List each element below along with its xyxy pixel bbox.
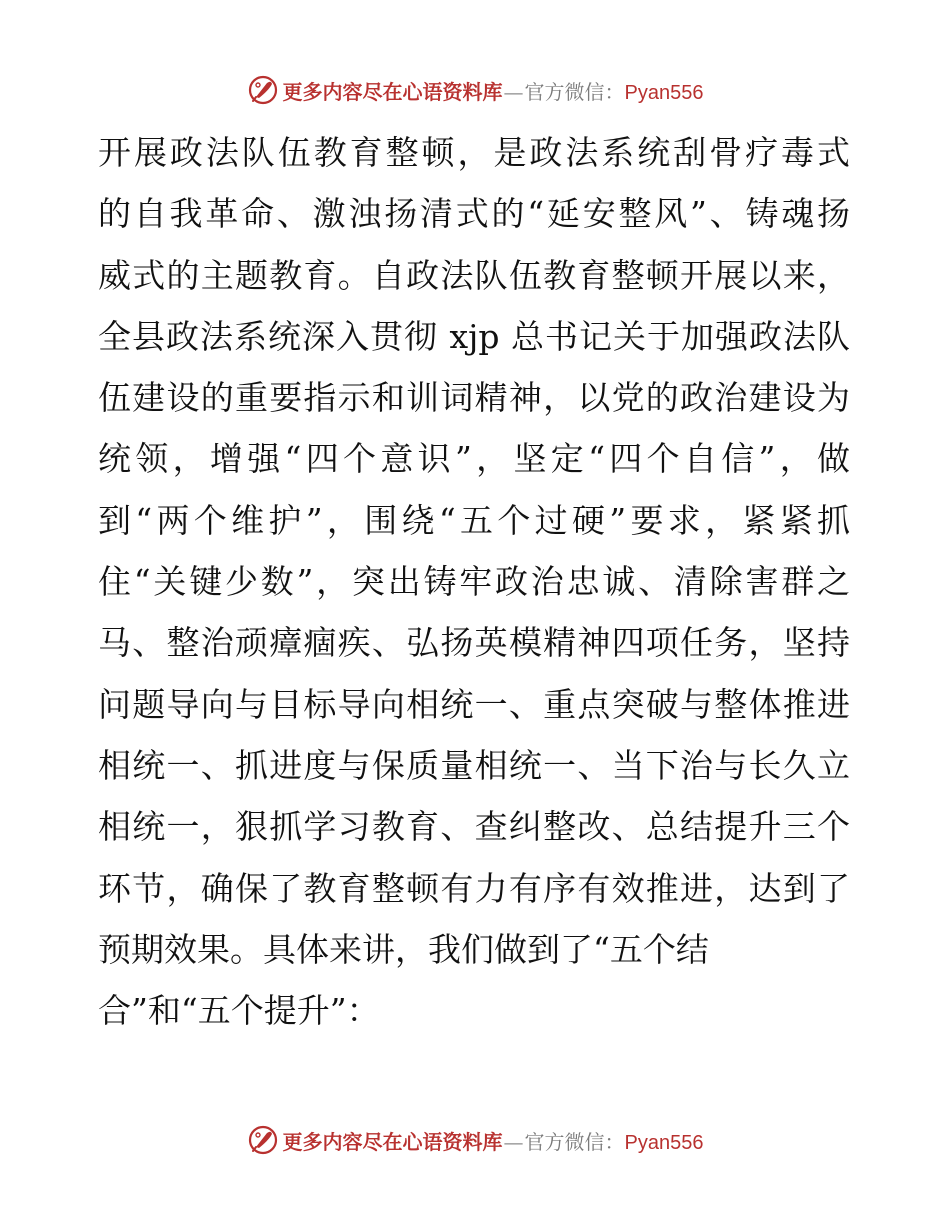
body-line: 到“两个维护”，围绕“五个过硬”要求，紧紧抓: [98, 500, 850, 540]
body-line: 合”和“五个提升”：: [98, 991, 380, 1031]
document-body: [98, 122, 850, 1041]
body-line: 相统一、抓进度与保质量相统一、当下治与长久立: [98, 745, 850, 785]
footer-watermark: [0, 1120, 950, 1160]
watermark-account-id: Pyan556: [624, 1131, 704, 1154]
body-line: 全县政法系统深入贯彻 xjp 总书记关于加强政法队: [98, 316, 850, 356]
body-line: 环节，确保了教育整顿有力有序有效推进，达到了: [98, 868, 850, 908]
watermark-text: [283, 1126, 704, 1155]
body-line: 住“关键少数”，突出铸牢政治忠诚、清除害群之: [98, 562, 850, 602]
watermark-dash: —: [503, 79, 524, 104]
body-line: 问题导向与目标导向相统一、重点突破与整体推进: [98, 684, 850, 724]
body-line: 威式的主题教育。自政法队伍教育整顿开展以来，: [98, 255, 850, 295]
body-line: 相统一，狠抓学习教育、查纠整改、总结提升三个: [98, 807, 850, 847]
watermark-text: [283, 76, 704, 105]
watermark-library-text: 更多内容尽在心语资料库: [282, 79, 503, 104]
quill-pen-logo-icon: [247, 74, 279, 106]
quill-pen-logo-icon: [247, 1124, 279, 1156]
body-line: 马、整治顽瘴痼疾、弘扬英模精神四项任务，坚持: [98, 623, 850, 663]
body-line: 开展政法队伍教育整顿，是政法系统刮骨疗毒式: [98, 133, 850, 172]
watermark-dash: —: [503, 1129, 524, 1154]
watermark-official-label: 官方微信：: [524, 1129, 625, 1154]
body-line: 预期效果。具体来讲，我们做到了“五个结: [98, 929, 709, 969]
watermark-official-label: 官方微信：: [524, 79, 625, 104]
watermark-account-id: Pyan556: [624, 81, 704, 104]
watermark-library-text: 更多内容尽在心语资料库: [282, 1129, 503, 1154]
body-line: 统领，增强“四个意识”，坚定“四个自信”，做: [98, 439, 850, 479]
body-line: 伍建设的重要指示和训词精神，以党的政治建设为: [98, 378, 850, 418]
body-line: 的自我革命、激浊扬清式的“延安整风”、铸魂扬: [98, 194, 850, 234]
header-watermark: [0, 70, 950, 110]
